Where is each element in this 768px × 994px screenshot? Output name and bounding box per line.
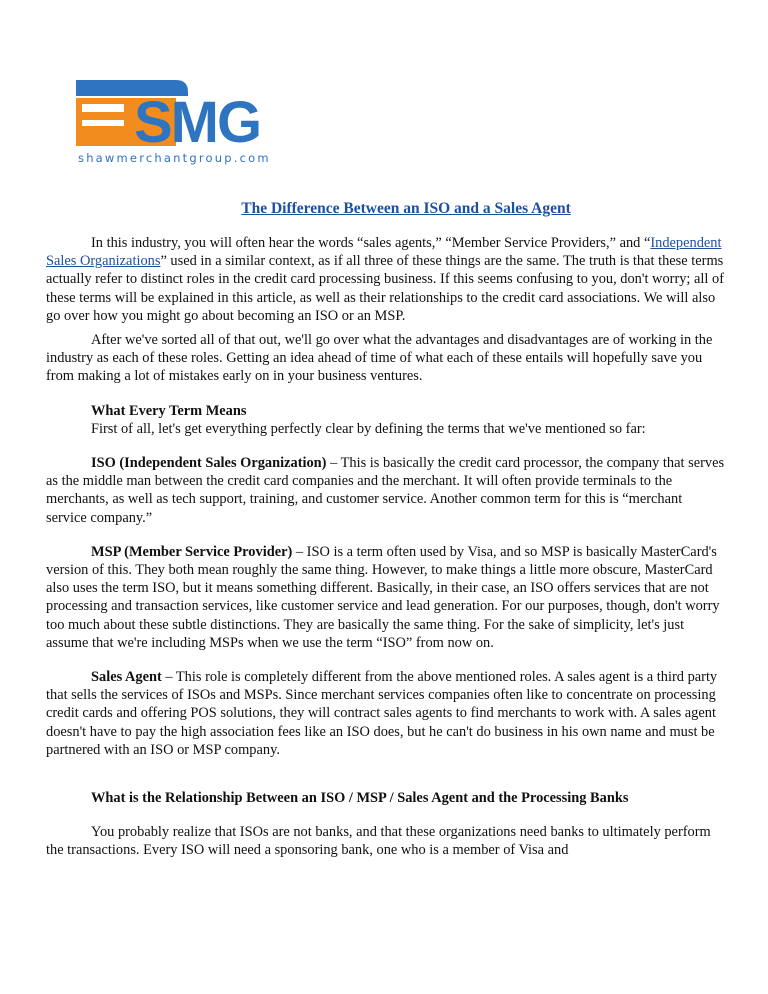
definition-iso: ISO (Independent Sales Organization) – This is basically the credit card processor, the company that serves as the middle man between the credit card companies and the merchant. It will often provide terminals to the merchants, as well as tech support, training, and customer service. Another common term for this is “merchant service company.” [46,455,725,526]
definition-msp: MSP (Member Service Provider) – ISO is a term often used by Visa, and so MSP is basically MasterCard's version of this. They both mean roughly the same thing. However, to make things a little more obscure, MasterCard also uses the term ISO, but it means something different. Basically, in their case, an ISO offers services that are not processing and transaction services, like customer service and lead generation. For our purposes, though, don't worry too much about these subtle distinctions. They are basically the same thing. For the sake of simplicity, let's just assume that we're including MSPs when we use the term “ISO” from now on. [46,543,720,651]
paragraph-terms-intro: First of all, let's get everything perfectly clear by defining the terms that we've mentioned so far: [91,420,646,437]
term-iso: ISO (Independent Sales Organization) [91,455,327,472]
iso-link[interactable]: Independent Sales Organizations [46,235,722,270]
document-title: The Difference Between an ISO and a Sales Agent [241,200,571,217]
term-msp: MSP (Member Service Provider) [91,543,293,560]
logo-letters: SMG [134,90,261,155]
logo-tagline: shawmerchantgroup.com [78,151,271,165]
term-sales-agent: Sales Agent [91,669,162,686]
definition-sales-agent: Sales Agent – This role is completely different from the above mentioned roles. A sales agent is a third party that sells the services of ISOs and MSPs. Since merchant services companies often like to concentrate on processing credit cards and offering POS solutions, they will contract sales agents to find merchants to work with. A sales agent doesn't have to pay the high association fees like an ISO does, but he can't do business in his own name and must be partnered with an ISO or MSP company. [46,669,718,758]
section-heading-terms: What Every Term Means [91,402,247,419]
paragraph-overview: After we've sorted all of that out, we'll go over what the advantages and disadvantages are of working in the industry as each of these roles. Getting an idea ahead of time of what each of these entails will hopefully save you from making a lot of mistakes early on in your business ventures. [46,332,713,385]
paragraph-relationship: You probably realize that ISOs are not banks, and that these organizations need banks to ultimately perform the transactions. Every ISO will need a sponsoring bank, one who is a member of Visa and [46,824,711,859]
document-body [46,234,726,860]
paragraph-intro: In this industry, you will often hear the words “sales agents,” “Member Service Providers,” and “Independent Sales Organizations” used in a similar context, as if all three of these things are the same. The truth is that these terms actually refer to distinct roles in the credit card processing business. If this seems confusing to you, don't worry; all of these terms will be explained in this article, as well as their relationships to the credit card associations. We will also go over how you might go about becoming an ISO or an MSP. [46,235,724,324]
smg-logo [76,80,326,170]
section-heading-relationship: What is the Relationship Between an ISO / MSP / Sales Agent and the Processing Banks [91,790,629,807]
